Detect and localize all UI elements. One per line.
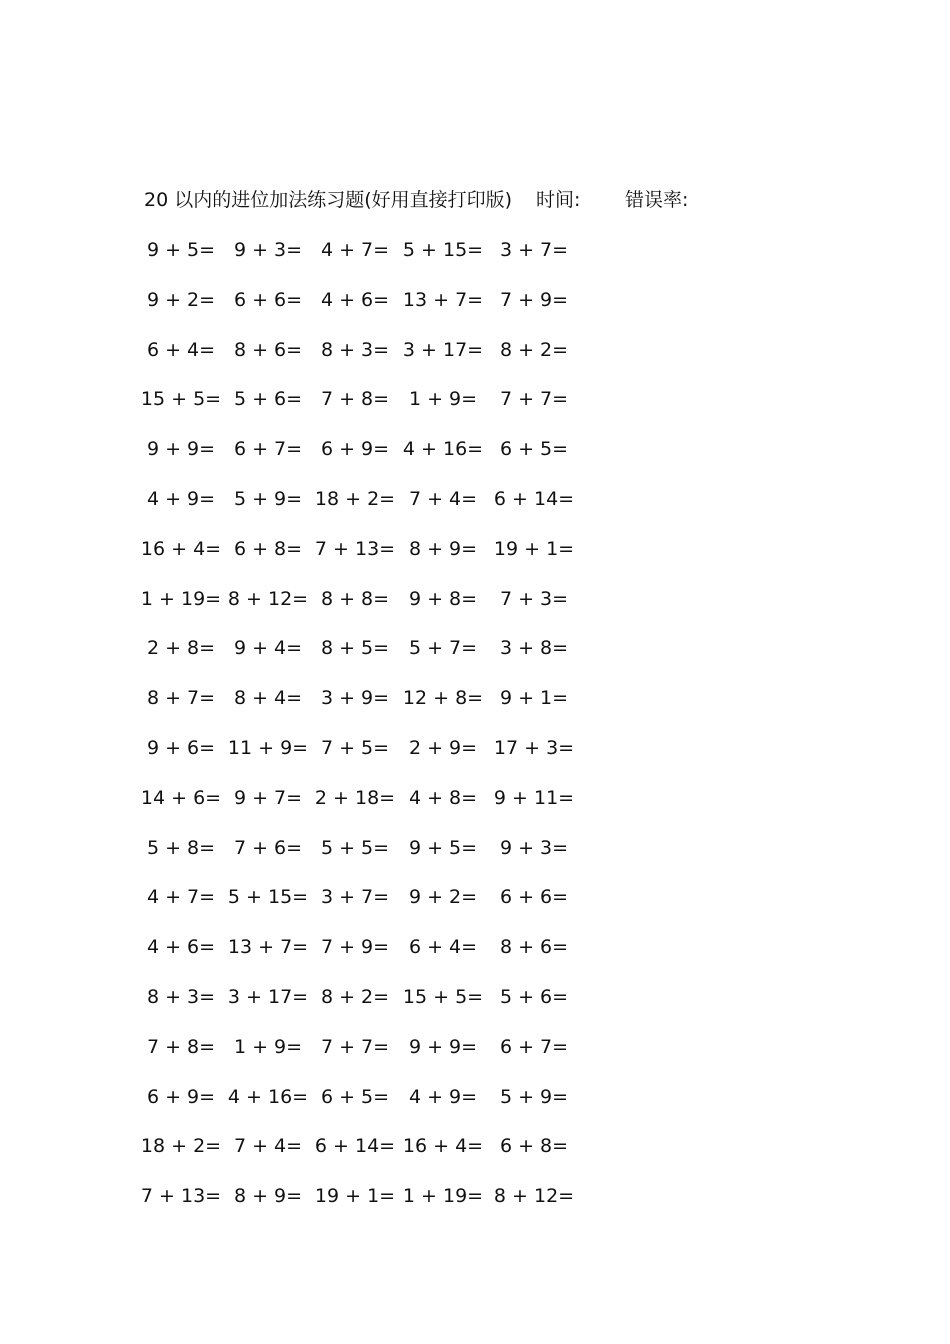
addition-problem: 2 + 18= (314, 786, 396, 809)
addition-problem: 4 + 9= (408, 1085, 478, 1108)
addition-problem: 13 + 7= (402, 288, 484, 311)
problem-row (140, 1132, 600, 1182)
addition-problem: 9 + 5= (146, 239, 216, 261)
addition-problem: 5 + 6= (499, 985, 569, 1008)
addition-problem: 6 + 4= (408, 936, 478, 959)
addition-problem: 8 + 2= (320, 985, 390, 1008)
addition-problem: 6 + 14= (493, 487, 575, 510)
worksheet-title: 20 以内的进位加法练习题(好用直接打印版) (144, 189, 513, 211)
addition-problem: 18 + 2= (314, 487, 396, 510)
addition-problem: 6 + 9= (146, 1085, 216, 1108)
problem-row (140, 1182, 600, 1232)
addition-problem: 8 + 9= (408, 537, 478, 560)
addition-problem: 8 + 7= (146, 687, 216, 710)
addition-problem: 4 + 16= (402, 438, 484, 461)
problem-row (140, 1083, 600, 1133)
addition-problem: 4 + 8= (408, 786, 478, 809)
problem-row (140, 734, 600, 784)
addition-problem: 1 + 19= (140, 587, 222, 610)
addition-problem: 8 + 9= (233, 1185, 303, 1208)
problem-row (140, 634, 600, 684)
addition-problem: 6 + 6= (499, 886, 569, 909)
addition-problem: 3 + 17= (227, 985, 309, 1008)
worksheet-header (144, 186, 844, 214)
addition-problem: 18 + 2= (140, 1135, 222, 1158)
addition-problem: 6 + 6= (233, 288, 303, 311)
addition-problem: 9 + 8= (408, 587, 478, 610)
addition-problem: 8 + 6= (499, 936, 569, 959)
addition-problem: 3 + 9= (320, 687, 390, 710)
addition-problem: 1 + 9= (408, 388, 478, 411)
problem-row (140, 834, 600, 884)
addition-problem: 17 + 3= (493, 736, 575, 759)
addition-problem: 7 + 7= (499, 388, 569, 411)
addition-problem: 7 + 9= (499, 288, 569, 311)
addition-problem: 9 + 3= (499, 836, 569, 859)
addition-problem: 9 + 3= (233, 239, 303, 261)
problem-row (140, 1033, 600, 1083)
addition-problem: 19 + 1= (314, 1185, 396, 1208)
addition-problem: 6 + 5= (499, 438, 569, 461)
addition-problem: 3 + 7= (499, 239, 569, 261)
addition-problem: 4 + 9= (146, 487, 216, 510)
addition-problem: 4 + 6= (146, 936, 216, 959)
addition-problem: 5 + 7= (408, 637, 478, 660)
addition-problem: 8 + 6= (233, 338, 303, 361)
addition-problem: 5 + 8= (146, 836, 216, 859)
addition-problem: 14 + 6= (140, 786, 222, 809)
addition-problem: 7 + 7= (320, 1035, 390, 1058)
addition-problem: 2 + 8= (146, 637, 216, 660)
addition-problem: 4 + 7= (320, 239, 390, 261)
addition-problem: 11 + 9= (227, 736, 309, 759)
addition-problem: 6 + 4= (146, 338, 216, 361)
time-label: 时间: (536, 189, 581, 211)
addition-problem: 6 + 8= (233, 537, 303, 560)
addition-problem: 16 + 4= (140, 537, 222, 560)
problem-row (140, 684, 600, 734)
addition-problem: 9 + 5= (408, 836, 478, 859)
addition-problem: 7 + 4= (233, 1135, 303, 1158)
addition-problem: 3 + 7= (320, 886, 390, 909)
addition-problem: 7 + 13= (140, 1185, 222, 1208)
problem-row (140, 535, 600, 585)
addition-problem: 7 + 13= (314, 537, 396, 560)
addition-problem: 9 + 7= (233, 786, 303, 809)
problem-row (140, 883, 600, 933)
error-rate-label: 错误率: (625, 189, 689, 211)
addition-problem: 6 + 14= (314, 1135, 396, 1158)
addition-problem: 9 + 4= (233, 637, 303, 660)
addition-problem: 7 + 4= (408, 487, 478, 510)
addition-problem: 12 + 8= (402, 687, 484, 710)
addition-problem: 9 + 6= (146, 736, 216, 759)
addition-problem: 8 + 8= (320, 587, 390, 610)
addition-problem: 3 + 17= (402, 338, 484, 361)
addition-problem: 8 + 4= (233, 687, 303, 710)
problem-row (140, 585, 600, 635)
addition-problem: 9 + 9= (408, 1035, 478, 1058)
addition-problem: 4 + 6= (320, 288, 390, 311)
addition-problem: 5 + 15= (402, 239, 484, 261)
addition-problem: 8 + 12= (227, 587, 309, 610)
addition-problem: 7 + 5= (320, 736, 390, 759)
addition-problem: 9 + 2= (408, 886, 478, 909)
addition-problem: 7 + 8= (146, 1035, 216, 1058)
addition-problem: 6 + 7= (499, 1035, 569, 1058)
addition-problem: 8 + 3= (320, 338, 390, 361)
problem-row (140, 983, 600, 1033)
addition-problem: 8 + 12= (493, 1185, 575, 1208)
addition-problem: 6 + 5= (320, 1085, 390, 1108)
addition-problem: 9 + 9= (146, 438, 216, 461)
addition-problem: 5 + 6= (233, 388, 303, 411)
addition-problem: 7 + 9= (320, 936, 390, 959)
addition-problem: 7 + 3= (499, 587, 569, 610)
addition-problem: 16 + 4= (402, 1135, 484, 1158)
problem-grid (140, 236, 600, 1232)
addition-problem: 8 + 5= (320, 637, 390, 660)
addition-problem: 1 + 19= (402, 1185, 484, 1208)
addition-problem: 4 + 7= (146, 886, 216, 909)
problem-row (140, 435, 600, 485)
addition-problem: 15 + 5= (140, 388, 222, 411)
problem-row (140, 336, 600, 386)
problem-row (140, 385, 600, 435)
addition-problem: 3 + 8= (499, 637, 569, 660)
problem-row (140, 286, 600, 336)
addition-problem: 8 + 2= (499, 338, 569, 361)
addition-problem: 1 + 9= (233, 1035, 303, 1058)
addition-problem: 8 + 3= (146, 985, 216, 1008)
addition-problem: 6 + 7= (233, 438, 303, 461)
problem-row (140, 236, 600, 286)
addition-problem: 13 + 7= (227, 936, 309, 959)
addition-problem: 5 + 15= (227, 886, 309, 909)
addition-problem: 6 + 8= (499, 1135, 569, 1158)
addition-problem: 5 + 9= (499, 1085, 569, 1108)
addition-problem: 5 + 5= (320, 836, 390, 859)
addition-problem: 6 + 9= (320, 438, 390, 461)
addition-problem: 4 + 16= (227, 1085, 309, 1108)
addition-problem: 9 + 11= (493, 786, 575, 809)
addition-problem: 7 + 8= (320, 388, 390, 411)
addition-problem: 9 + 1= (499, 687, 569, 710)
addition-problem: 5 + 9= (233, 487, 303, 510)
problem-row (140, 784, 600, 834)
addition-problem: 9 + 2= (146, 288, 216, 311)
problem-row (140, 933, 600, 983)
addition-problem: 2 + 9= (408, 736, 478, 759)
addition-problem: 15 + 5= (402, 985, 484, 1008)
problem-row (140, 485, 600, 535)
addition-problem: 7 + 6= (233, 836, 303, 859)
addition-problem: 19 + 1= (493, 537, 575, 560)
